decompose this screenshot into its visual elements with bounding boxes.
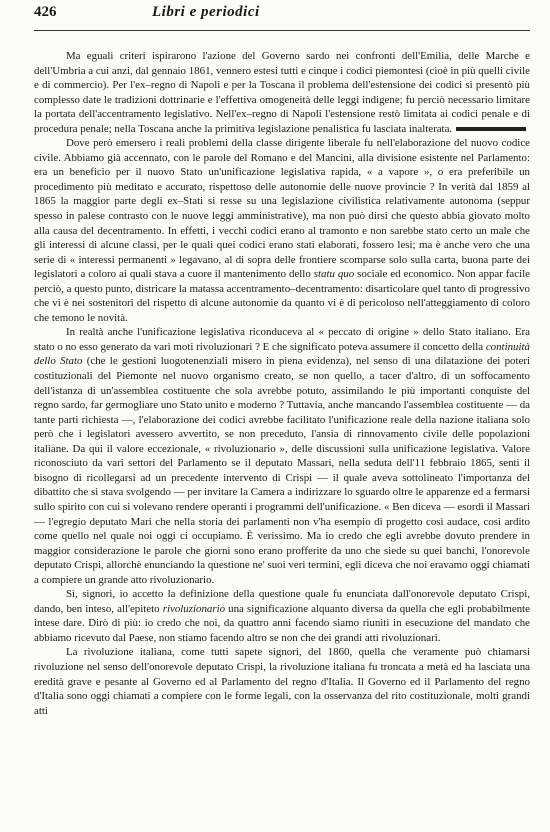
page-number: 426 xyxy=(34,4,57,20)
paragraph-text: La rivoluzione italiana, come tutti sapete signori, del 1860, quella che veramente può chiamarsi rivoluzione nel senso dell'onorevole deputato Crispi, la rivoluzione italiana fu troncata a metà ed ha lasciata una eredità grave e pesante al Governo ed al Parlamento del regno d'Italia. Il Governo ed il Parlamento del regno d'Italia sono oggi chiamati a compiere con le forme legali, con la osservanza del rito costituzionale, molti grandi atti xyxy=(34,646,530,717)
ink-mark xyxy=(456,127,526,131)
paragraph-text: Sì, signori, io accetto la definizione della questione quale fu enunciata dall'onorevole deputato Crispi, dando, ben inteso, all'epiteto xyxy=(34,588,530,615)
paragraph xyxy=(34,645,530,718)
running-head: Libri e periodici xyxy=(152,4,260,20)
paragraph xyxy=(34,325,530,587)
paragraph-text: Dove però emersero i reali problemi della classe dirigente liberale fu nell'elaborazione del nuovo codice civile. Abbiamo già accennato, con le parole del Romano e del Mancini, alla divisione esistente nel Parlamento: era un beneficio per il nuovo Stato un'unificazione legislativa rapida, « a vapore », o era preferibile un procedimento più meditato e accurato, rispettoso delle autonomie delle nuove provincie ? In verità dal 1859 al 1865 la maggior parte degli ex–Stati si resse su una legislazione civilistica relativamente autonoma (seppur spesso in palese contrasto con le nuove leggi amministrative), ma non può dirsi che questo abbia giovato molto alla causa del decentramento. In effetti, i vecchi codici erano al tramonto e non sarebbe stato certo un male che gli interessi di alcune classi, per le quali quei codici erano stati elaborati, fossero lesi; ma è anche vero che una serie di « interessi permanenti » legavano, al di sopra delle frontiere scomparse solo sulla carta, buona parte dei legislatori a coloro ai quali stava a cuore il mantenimento dello xyxy=(34,137,530,281)
paragraph-text: una significazione alquanto diversa da quella che egli probabilmente intese dare. Dirò di più: io credo che noi, da quattro anni facendo siamo riuniti in esecuzione del mandato che abbiamo ricevuto dal Paese, non stiamo facendo altro se non che dei grandi atti rivoluzionari. xyxy=(34,602,530,644)
italic-text: continuità dello Stato xyxy=(34,340,530,368)
page-header xyxy=(34,4,530,31)
italic-text: statu quo xyxy=(313,268,355,281)
paragraph-text: (che le gestioni luogotenenziali misero in piena evidenza), nel senso di una dilatazione dei poteri costituzionali del Piemonte nel nuovo organismo creato, se non quello, a tacer d'altro, di un soffocamento dell'istanza di un'assemblea costituente che sola avrebbe potuto, assimilando le più importanti conquiste del regno sardo, far germogliare uno Stato unito e moderno ? Tuttavia, anche mancando l'assemblea costituente — da tante parti richiesta —, l'elaborazione dei codici avrebbe facilitato l'unificazione reale della nazione italiana solo però che i legislatori avessero avvertito, se non preceduto, l'ansia di rinnovamento civile delle popolazioni italiane. Da qui il valore eccezionale, « rivoluzionario », delle discussioni sulla unificazione legislativa. Valore riconosciuto da vari settori del Parlamento se il deputato Massari, nella seduta dell'11 febbraio 1865, sentì il bisogno di ricollegarsi ad un precedente intervento di Crispi — il quale aveva sottolineato l'importanza del dibattito che si stava svolgendo — per invitare la Camera a indirizzare lo sguardo oltre le apparenze ed a fermarsi sullo spirito con cui si volevano rendere operanti i programmi dell'unificazione. « Ben diceva — esordì il Massari — l'egregio deputato Mari che nella storia dei parlamenti non v'ha esempio di progetto così audace, così ardito come quello nel quale noi oggi ci occupiamo. È verissimo. Ma io credo che egli avrebbe dovuto prendere in maggior considerazione le parole che giorni sono erano profferite da uno che siede su quei banchi, l'onorevole deputato Crispi, allorchè enunciando la questione ne' suoi veri termini, egli diceva che noi eravamo oggi chiamati a compiere un grande atto rivoluzionario. xyxy=(34,355,530,586)
italic-text: rivoluzionario xyxy=(162,602,226,615)
paragraph-text: Ma eguali criteri ispirarono l'azione del Governo sardo nei confronti dell'Emilia, delle Marche e dell'Umbria a cui anzi, dal gennaio 1861, vennero estesi tutti e cinque i codici piemontesi (cioè in più quelli civile e di commercio). Per l'ex–regno di Napoli e per la Toscana il problema dell'estensione dei codici si presentò più complesso date le tradizioni dottrinarie e l'effettiva omogeneità delle leggi indigene; fu perciò necessario limitare la portata dell'accentramento legislativo. Nell'ex–regno di Napoli l'estensione restò limitata ai codici penale e di procedura penale; nella Toscana anche la primitiva legislazione penalistica fu lasciata inalterata. xyxy=(34,50,530,135)
paragraph xyxy=(34,587,530,645)
paragraph xyxy=(34,49,530,136)
paragraph xyxy=(34,136,530,325)
paragraph-text: In realtà anche l'unificazione legislativa riconduceva al « peccato di origine » dello Stato italiano. Era stato o no esso generato da vari moti rivoluzionari ? E che significato poteva assumere il concetto della xyxy=(34,326,530,353)
body-text xyxy=(34,49,530,718)
paragraph-text: sociale ed economico. Non appar facile perciò, a questo punto, districare la matassa accentramento–decentramento: disarticolare quel tanto di progressivo che vi è nei sostenitori del rispetto di alcune autonomie da quanto vi è di pericoloso nell'atteggiamento di coloro che temono le novità. xyxy=(34,268,530,324)
